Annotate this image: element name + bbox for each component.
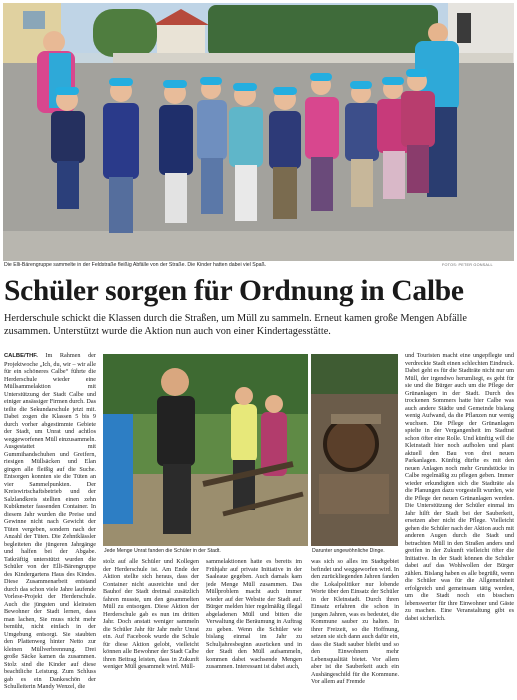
top-photo bbox=[3, 3, 514, 261]
headline: Schüler sorgen für Ordnung in Calbe bbox=[4, 275, 464, 307]
dateline: CALBE/THF. bbox=[4, 353, 38, 359]
mid-photo-right-caption: Darunter ungewöhnliche Dinge. bbox=[312, 548, 385, 554]
mid-photo-right bbox=[311, 354, 398, 546]
article-column-4: was sich so alles im Stadtgebiet befindet und weggeworfen wird. In den zurückliegenden Jahren fanden die Lokalpolitiker nur lobende Worte über den Einsatz der Schüler in der Kleinstadt. Durch ihren Einsatz erfahren die schon in jungen Jahren, was es bedeutet, die Kommune sauber zu halten. In ihrer Freizeit, so die Hoffnung, setzen sie sich dann auch dafür ein, dass die Stadt sauber bleibt und so den Einwohnern mehr Lebensqualität bietet. Vor allem aber ist die Sauberkeit auch ein Aushängeschild für die Kommune. Vor allem auf Fremde bbox=[311, 558, 399, 685]
top-photo-illustration bbox=[3, 3, 514, 261]
mid-photo-left-illustration bbox=[103, 354, 308, 546]
article-text-col1: Im Rahmen der Projektwoche „Ich, du, wir – wir alle für ein schöneres Calbe“ führte die Herderschule wieder eine Müllsammelaktion mit Unterstützung der Stadt Calbe und einiger ansässiger Firmen durch. Das teilte die Sekundarschule jetzt mit. Dabei zogen die Klassen 5 bis 9 durch vorher abgestimmte Gebiete der Stadt, um Unrat und achtlos weggeworfenen Müll einzusammeln. Ausgestattet mit Gummihandschuhen und Greifern, riesigen Müllsäcken und Elan gingen alle fleißig auf die Suche. Entsorgen konnten sie die Tüten an vier Sammelpunkten. Der Kreiswirtschaftsbetrieb und der Salzlandkreis stellten einen zehn Kubikmeter fassenden Container. In diesem Jahr wurden die Preise und Gewinne nicht nach Gewicht der Tüten vergeben, sondern nach der Anzahl der Tüten. Die Zehntklässler begleiteten die jüngeren Jahrgänge und halfen bei der Abgabe. Tatkräftig unterstützt wurden die Schüler von der Elli-Bärengruppe des Kindergartens Haus des Kindes. Diese Zusammenarbeit entstand durch das schon viele Jahre laufende Vorlese-Projekt der Herderschule. Auch die jüngsten und kleinsten Bewohner der Stadt lernen, dass man lachen, Sie muss nicht mehr bemüht, nicht einfach in der Umgebung entsorgt. Sie staubten den Plattenweg hinter Netto zur kleinen Müllverbrennung. Drei große Säcke kamen da zusammen. Stolz sind die Kinder auf diese beachtliche Leistung. Zum Schluss gab es ein Dankeschön der Schulleiterin Mandy Wenzel, die bbox=[4, 352, 96, 690]
article-column-2: stolz auf alle Schüler und Kollegen der Herderschule ist. Am Ende der Aktion stellte sich heraus, dass der Container nicht ausreichte und der Bauhof der Stadt dreimal zusätzlich fahren musste, um den gesammelten Müll zu entsorgen. Diese Aktion der Herderschule gab es nun im dritten Jahr. Doch anstatt weniger sammeln die Schüler Jahr für Jahr mehr Unrat ein. Auf Facebook wurde die Schule für diese Aktion gelobt, vielleicht können alle Bewohner der Stadt Calbe ihren Beitrag leisten, dass in Zukunft weniger Müll gesammelt wird. Müll- bbox=[103, 558, 199, 670]
mid-photo-left bbox=[103, 354, 308, 546]
article-column-5: und Touristen macht eine ungepflegte und verdreckte Stadt einen schlechten Eindruck. Dabei geht es für die Stadträte nicht nur um Müll, der irgendwo herumliegt, es geht für sie und die Bürger auch um die Pflege der Grünanlagen in der Stadt. Durch des trockenen Sommers hatte hier Calbe was auch andere Städte und Gemeinde bislang wenig Aufwand, da die Pflanzen nur wenig wuchsen. Die Pflege der Grünanlagen spielte in der Vergangenheit im Stadtrat schon öfter eine Rolle. Und künftig will die Kleinstadt hier noch aufholen und plant aktuell den Bau von drei neuen Parkanlagen. Künftig dürfte es mit den neuen Anlagen noch mehr Grundstücke in Calbe regelmäßig zu pflegen geben. Immer wieder erkundigten sich die Stadträte als die Planungen dazu vorgestellt wurden, wie die Pflege der neuen Grünanlagen werden. Die Unterstützung der Schüler einmal im Jahr hilft der Stadt bei der Sauberkeit, ersetzen aber nicht die Pflege. Vielleicht gehen die Schüler nach der Aktion auch mit anderen Augen durch die Stadt und betrachten Müll in den Straßen anders und greifen in der Zukunft vielleicht öfter die Initiative. In der Stadt können die Schüler dabei auf das Wohlwollen der Bürger zählen. Bislang haben es alle begrüßt, wenn die Schüler was für die Allgemeinheit erfolgreich und gemeinsam tätig werden, um die Stadt noch ein bisschen lebenswerter für ihre Einwohner und Gäste zu machen. Eine Veranstaltung gibt es dabei sicherlich. bbox=[405, 352, 514, 622]
mid-photo-right-illustration bbox=[311, 354, 398, 546]
mid-photo-left-caption: Jede Menge Unrat fanden die Schüler in der Stadt. bbox=[104, 548, 221, 554]
top-photo-caption: Die Elli-Bärengruppe sammelte in der Feldstraße fleißig Abfälle von der Straße. Die Kinder hatten dabei viel Spaß. bbox=[4, 262, 267, 268]
photo-credit: FOTOS: PETER GONSALL bbox=[442, 263, 493, 267]
subheadline: Herderschule schickt die Klassen durch die Straßen, um Müll zu sammeln. Erneut kamen große Mengen Abfälle zusammen. Unterstützt wurde die Aktion nun auch von einer Kindertagesstätte. bbox=[4, 313, 467, 337]
article-column-3: sammelaktionen hatte es bereits im Frühjahr auf private Initiative in der Saaleaue gegeben. Auch damals kam jede Menge Müll zusammen. Das Müllproblem macht auch immer wieder auf der Website der Stadt auf. Bürger melden hier regelmäßig illegal abgeladenen Müll und bitten die Verwaltung die Beräumung in Auftrag zu geben. Wenn die Schüler wie bislang einmal im Jahr zu Schuljahresbeginn ausrücken und in der Stadt den Müll aufsammeln, kommen dabei wachsende Mengen zusammen. Interessant ist dabei auch, bbox=[206, 558, 302, 670]
article-column-1 bbox=[4, 352, 96, 697]
